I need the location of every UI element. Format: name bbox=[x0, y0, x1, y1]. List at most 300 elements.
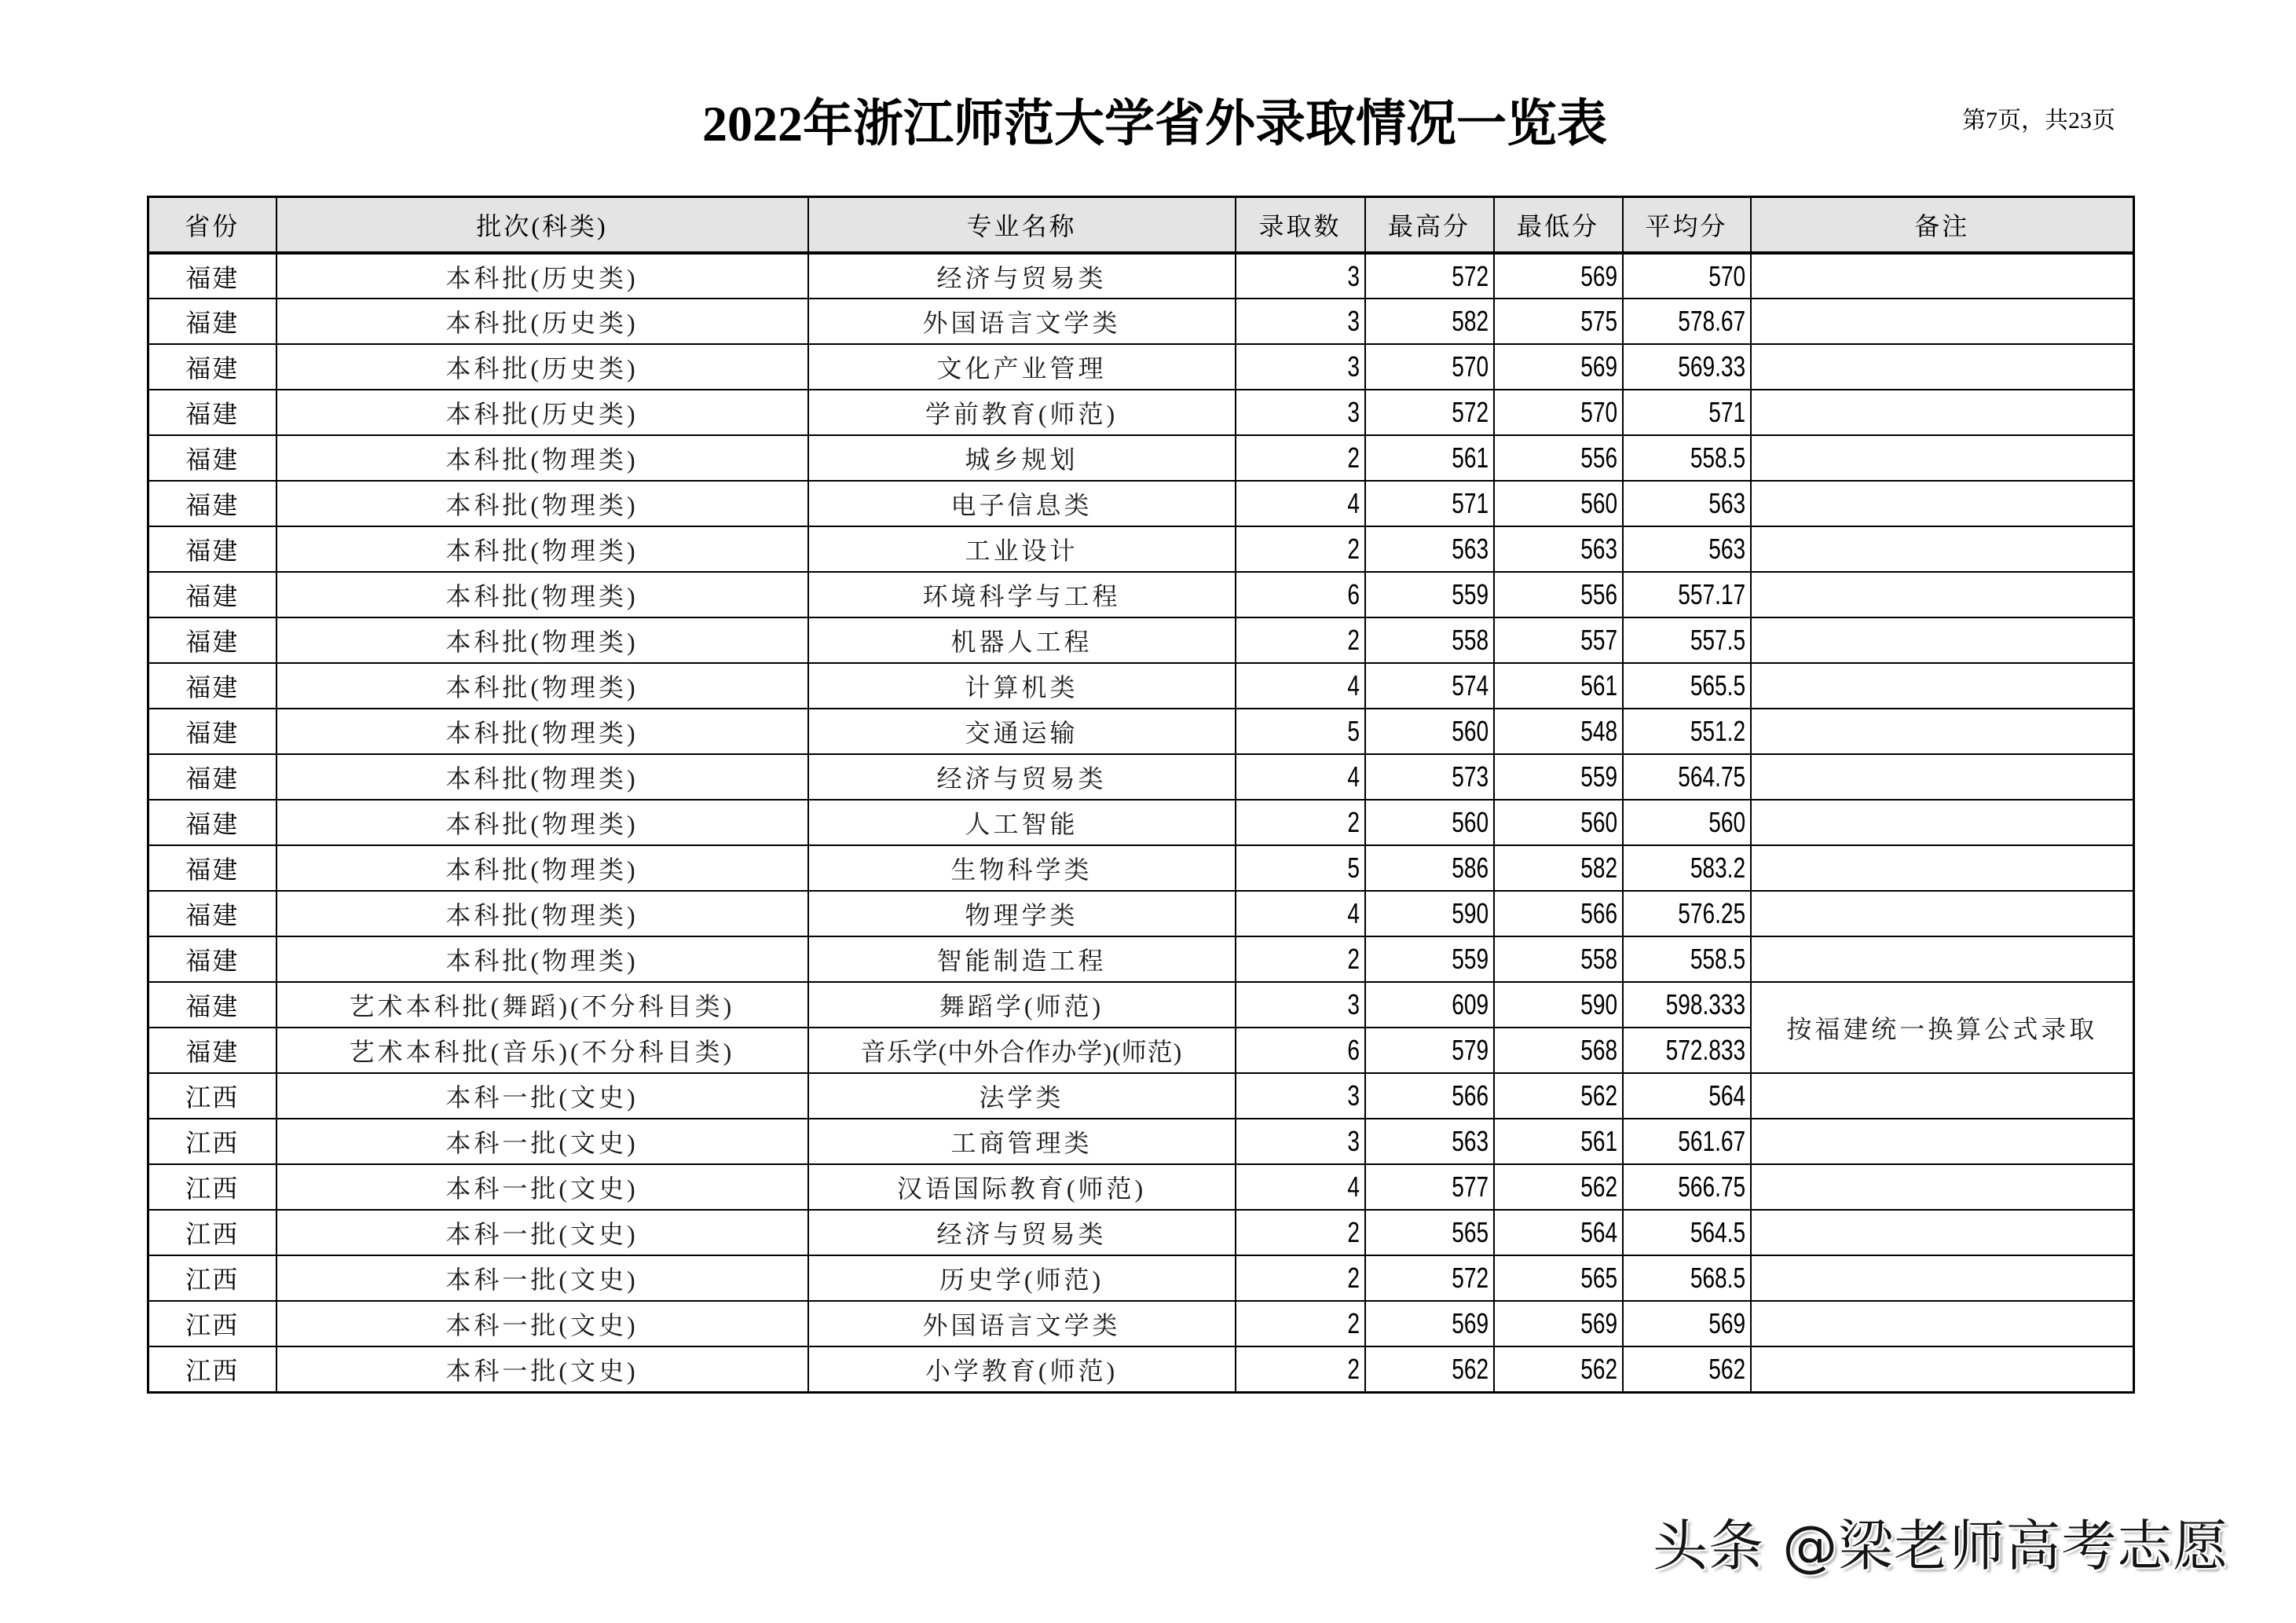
avg-score-cell bbox=[1623, 435, 1751, 481]
min-score-cell bbox=[1494, 617, 1623, 663]
table-row bbox=[148, 754, 2134, 800]
admitted-count-value: 2 bbox=[1347, 943, 1360, 975]
max-score-value: 559 bbox=[1452, 943, 1489, 975]
avg-score-value: 571 bbox=[1708, 396, 1746, 428]
note-cell bbox=[1751, 617, 2134, 663]
watermark: 头条 @梁老师高考志愿 bbox=[1653, 1514, 2229, 1578]
min-score-value: 561 bbox=[1580, 669, 1618, 702]
province-cell: 江西 bbox=[148, 1346, 276, 1392]
max-score-value: 573 bbox=[1452, 760, 1489, 793]
admitted-count-value: 2 bbox=[1347, 1352, 1360, 1385]
min-score-cell bbox=[1494, 845, 1623, 891]
min-score-value: 563 bbox=[1580, 533, 1618, 565]
max-score-cell bbox=[1365, 299, 1494, 344]
max-score-value: 572 bbox=[1452, 396, 1489, 428]
admitted-count-cell bbox=[1236, 1301, 1365, 1346]
avg-score-value: 557.17 bbox=[1678, 578, 1746, 610]
avg-score-value: 558.5 bbox=[1690, 441, 1746, 474]
admitted-count-value: 2 bbox=[1347, 1262, 1360, 1294]
note-cell bbox=[1751, 572, 2134, 617]
major-cell: 工商管理类 bbox=[808, 1119, 1236, 1164]
max-score-value: 560 bbox=[1452, 715, 1489, 747]
major-cell: 环境科学与工程 bbox=[808, 572, 1236, 617]
province-cell: 福建 bbox=[148, 526, 276, 572]
merged-note-cell: 按福建统一换算公式录取 bbox=[1751, 982, 2134, 1073]
admitted-count-value: 6 bbox=[1347, 578, 1360, 610]
avg-score-cell bbox=[1623, 526, 1751, 572]
avg-score-value: 570 bbox=[1708, 259, 1746, 292]
table-row bbox=[148, 1073, 2134, 1119]
min-score-value: 561 bbox=[1580, 1125, 1618, 1157]
min-score-value: 560 bbox=[1580, 806, 1618, 838]
min-score-cell bbox=[1494, 982, 1623, 1028]
min-score-value: 548 bbox=[1580, 715, 1618, 747]
max-score-cell bbox=[1365, 936, 1494, 982]
min-score-cell bbox=[1494, 1164, 1623, 1210]
min-score-cell bbox=[1494, 253, 1623, 299]
admitted-count-value: 2 bbox=[1347, 441, 1360, 474]
avg-score-value: 561.67 bbox=[1678, 1125, 1746, 1157]
avg-score-cell bbox=[1623, 982, 1751, 1028]
header-note: 备注 bbox=[1751, 197, 2134, 254]
avg-score-cell bbox=[1623, 1255, 1751, 1301]
batch-cell: 本科批(历史类) bbox=[276, 299, 808, 344]
avg-score-cell bbox=[1623, 1301, 1751, 1346]
avg-score-value: 572.833 bbox=[1665, 1034, 1746, 1066]
major-cell: 人工智能 bbox=[808, 800, 1236, 845]
min-score-cell bbox=[1494, 1119, 1623, 1164]
province-cell: 福建 bbox=[148, 936, 276, 982]
major-cell: 舞蹈学(师范) bbox=[808, 982, 1236, 1028]
max-score-cell bbox=[1365, 572, 1494, 617]
admitted-count-cell bbox=[1236, 572, 1365, 617]
avg-score-cell bbox=[1623, 800, 1751, 845]
batch-cell: 艺术本科批(音乐)(不分科目类) bbox=[276, 1028, 808, 1073]
table-row bbox=[148, 982, 2134, 1028]
admitted-count-value: 3 bbox=[1347, 259, 1360, 292]
min-score-value: 556 bbox=[1580, 578, 1618, 610]
province-cell: 福建 bbox=[148, 754, 276, 800]
table-row bbox=[148, 572, 2134, 617]
avg-score-value: 551.2 bbox=[1690, 715, 1746, 747]
batch-cell: 本科批(物理类) bbox=[276, 663, 808, 709]
note-cell bbox=[1751, 663, 2134, 709]
major-cell: 经济与贸易类 bbox=[808, 1210, 1236, 1255]
admitted-count-cell bbox=[1236, 1028, 1365, 1073]
min-score-cell bbox=[1494, 1301, 1623, 1346]
avg-score-cell bbox=[1623, 663, 1751, 709]
note-cell bbox=[1751, 1346, 2134, 1392]
header-admitted-count: 录取数 bbox=[1236, 197, 1365, 254]
major-cell: 外国语言文学类 bbox=[808, 1301, 1236, 1346]
max-score-value: 571 bbox=[1452, 487, 1489, 519]
max-score-cell bbox=[1365, 1346, 1494, 1392]
table-row bbox=[148, 435, 2134, 481]
max-score-value: 572 bbox=[1452, 1262, 1489, 1294]
note-cell bbox=[1751, 1210, 2134, 1255]
min-score-cell bbox=[1494, 390, 1623, 435]
table-row bbox=[148, 299, 2134, 344]
page-indicator: 第7页，共23页 bbox=[1962, 108, 2115, 134]
admitted-count-value: 3 bbox=[1347, 1079, 1360, 1112]
note-cell bbox=[1751, 845, 2134, 891]
admitted-count-cell bbox=[1236, 891, 1365, 936]
min-score-value: 558 bbox=[1580, 943, 1618, 975]
min-score-value: 569 bbox=[1580, 259, 1618, 292]
batch-cell: 本科一批(文史) bbox=[276, 1301, 808, 1346]
batch-cell: 本科批(历史类) bbox=[276, 344, 808, 390]
header-max-score: 最高分 bbox=[1365, 197, 1494, 254]
admitted-count-value: 6 bbox=[1347, 1034, 1360, 1066]
max-score-cell bbox=[1365, 344, 1494, 390]
admitted-count-cell bbox=[1236, 1073, 1365, 1119]
province-cell: 福建 bbox=[148, 1028, 276, 1073]
max-score-value: 590 bbox=[1452, 897, 1489, 929]
province-cell: 福建 bbox=[148, 845, 276, 891]
min-score-cell bbox=[1494, 1346, 1623, 1392]
avg-score-value: 583.2 bbox=[1690, 852, 1746, 884]
major-cell: 电子信息类 bbox=[808, 481, 1236, 526]
avg-score-cell bbox=[1623, 936, 1751, 982]
max-score-value: 582 bbox=[1452, 305, 1489, 337]
batch-cell: 本科批(物理类) bbox=[276, 617, 808, 663]
avg-score-cell bbox=[1623, 1028, 1751, 1073]
min-score-value: 590 bbox=[1580, 988, 1618, 1020]
table-row bbox=[148, 663, 2134, 709]
admitted-count-value: 2 bbox=[1347, 533, 1360, 565]
province-cell: 福建 bbox=[148, 709, 276, 754]
avg-score-value: 563 bbox=[1708, 533, 1746, 565]
major-cell: 经济与贸易类 bbox=[808, 253, 1236, 299]
min-score-value: 562 bbox=[1580, 1352, 1618, 1385]
major-cell: 经济与贸易类 bbox=[808, 754, 1236, 800]
max-score-value: 566 bbox=[1452, 1079, 1489, 1112]
max-score-cell bbox=[1365, 709, 1494, 754]
avg-score-cell bbox=[1623, 253, 1751, 299]
major-cell: 智能制造工程 bbox=[808, 936, 1236, 982]
min-score-value: 560 bbox=[1580, 487, 1618, 519]
note-cell bbox=[1751, 936, 2134, 982]
admitted-count-value: 3 bbox=[1347, 305, 1360, 337]
avg-score-cell bbox=[1623, 572, 1751, 617]
avg-score-cell bbox=[1623, 481, 1751, 526]
major-cell: 文化产业管理 bbox=[808, 344, 1236, 390]
avg-score-cell bbox=[1623, 390, 1751, 435]
batch-cell: 本科一批(文史) bbox=[276, 1073, 808, 1119]
min-score-value: 569 bbox=[1580, 1307, 1618, 1339]
admitted-count-cell bbox=[1236, 526, 1365, 572]
avg-score-value: 563 bbox=[1708, 487, 1746, 519]
min-score-value: 559 bbox=[1580, 760, 1618, 793]
batch-cell: 本科批(历史类) bbox=[276, 390, 808, 435]
max-score-cell bbox=[1365, 253, 1494, 299]
max-score-cell bbox=[1365, 1164, 1494, 1210]
max-score-cell bbox=[1365, 481, 1494, 526]
avg-score-cell bbox=[1623, 709, 1751, 754]
batch-cell: 本科批(物理类) bbox=[276, 526, 808, 572]
major-cell: 物理学类 bbox=[808, 891, 1236, 936]
max-score-value: 570 bbox=[1452, 350, 1489, 383]
min-score-cell bbox=[1494, 754, 1623, 800]
province-cell: 福建 bbox=[148, 982, 276, 1028]
max-score-cell bbox=[1365, 526, 1494, 572]
major-cell: 交通运输 bbox=[808, 709, 1236, 754]
batch-cell: 本科批(物理类) bbox=[276, 800, 808, 845]
table-row bbox=[148, 253, 2134, 299]
major-cell: 历史学(师范) bbox=[808, 1255, 1236, 1301]
province-cell: 福建 bbox=[148, 800, 276, 845]
min-score-cell bbox=[1494, 1028, 1623, 1073]
admitted-count-value: 4 bbox=[1347, 669, 1360, 702]
admitted-count-cell bbox=[1236, 1255, 1365, 1301]
min-score-cell bbox=[1494, 1210, 1623, 1255]
table-row bbox=[148, 481, 2134, 526]
min-score-cell bbox=[1494, 1255, 1623, 1301]
major-cell: 工业设计 bbox=[808, 526, 1236, 572]
table-row bbox=[148, 1301, 2134, 1346]
min-score-cell bbox=[1494, 936, 1623, 982]
admitted-count-value: 3 bbox=[1347, 396, 1360, 428]
admitted-count-cell bbox=[1236, 845, 1365, 891]
batch-cell: 本科一批(文史) bbox=[276, 1210, 808, 1255]
max-score-value: 572 bbox=[1452, 259, 1489, 292]
province-cell: 福建 bbox=[148, 663, 276, 709]
admitted-count-value: 2 bbox=[1347, 806, 1360, 838]
avg-score-cell bbox=[1623, 617, 1751, 663]
max-score-cell bbox=[1365, 1073, 1494, 1119]
batch-cell: 本科一批(文史) bbox=[276, 1164, 808, 1210]
max-score-value: 563 bbox=[1452, 1125, 1489, 1157]
major-cell: 法学类 bbox=[808, 1073, 1236, 1119]
admitted-count-cell bbox=[1236, 299, 1365, 344]
admitted-count-cell bbox=[1236, 390, 1365, 435]
admitted-count-cell bbox=[1236, 709, 1365, 754]
max-score-cell bbox=[1365, 617, 1494, 663]
admitted-count-value: 3 bbox=[1347, 988, 1360, 1020]
admitted-count-value: 3 bbox=[1347, 350, 1360, 383]
note-cell bbox=[1751, 435, 2134, 481]
admissions-table bbox=[147, 196, 2135, 1394]
table-row bbox=[148, 1210, 2134, 1255]
avg-score-value: 564.75 bbox=[1678, 760, 1746, 793]
province-cell: 福建 bbox=[148, 572, 276, 617]
avg-score-cell bbox=[1623, 845, 1751, 891]
note-cell bbox=[1751, 253, 2134, 299]
batch-cell: 本科批(历史类) bbox=[276, 253, 808, 299]
header-min-score: 最低分 bbox=[1494, 197, 1623, 254]
avg-score-value: 568.5 bbox=[1690, 1262, 1746, 1294]
document-title: 2022年浙江师范大学省外录取情况一览表 bbox=[702, 96, 1607, 152]
admitted-count-value: 4 bbox=[1347, 487, 1360, 519]
admitted-count-value: 2 bbox=[1347, 1216, 1360, 1248]
min-score-cell bbox=[1494, 435, 1623, 481]
batch-cell: 艺术本科批(舞蹈)(不分科目类) bbox=[276, 982, 808, 1028]
max-score-cell bbox=[1365, 663, 1494, 709]
province-cell: 江西 bbox=[148, 1210, 276, 1255]
admitted-count-cell bbox=[1236, 1210, 1365, 1255]
min-score-cell bbox=[1494, 891, 1623, 936]
table-row bbox=[148, 1119, 2134, 1164]
admitted-count-value: 4 bbox=[1347, 897, 1360, 929]
max-score-value: 565 bbox=[1452, 1216, 1489, 1248]
batch-cell: 本科批(物理类) bbox=[276, 435, 808, 481]
admitted-count-cell bbox=[1236, 253, 1365, 299]
avg-score-value: 564 bbox=[1708, 1079, 1746, 1112]
min-score-value: 556 bbox=[1580, 441, 1618, 474]
table-row bbox=[148, 344, 2134, 390]
min-score-value: 566 bbox=[1580, 897, 1618, 929]
max-score-cell bbox=[1365, 1119, 1494, 1164]
batch-cell: 本科一批(文史) bbox=[276, 1119, 808, 1164]
province-cell: 福建 bbox=[148, 481, 276, 526]
min-score-value: 568 bbox=[1580, 1034, 1618, 1066]
max-score-value: 559 bbox=[1452, 578, 1489, 610]
min-score-value: 557 bbox=[1580, 624, 1618, 656]
max-score-value: 563 bbox=[1452, 533, 1489, 565]
avg-score-value: 560 bbox=[1708, 806, 1746, 838]
max-score-cell bbox=[1365, 1255, 1494, 1301]
province-cell: 福建 bbox=[148, 253, 276, 299]
note-cell bbox=[1751, 800, 2134, 845]
min-score-cell bbox=[1494, 572, 1623, 617]
admitted-count-cell bbox=[1236, 1346, 1365, 1392]
note-cell bbox=[1751, 1164, 2134, 1210]
avg-score-value: 562 bbox=[1708, 1352, 1746, 1385]
note-cell bbox=[1751, 526, 2134, 572]
province-cell: 江西 bbox=[148, 1073, 276, 1119]
max-score-value: 569 bbox=[1452, 1307, 1489, 1339]
table-row bbox=[148, 709, 2134, 754]
major-cell: 汉语国际教育(师范) bbox=[808, 1164, 1236, 1210]
min-score-value: 564 bbox=[1580, 1216, 1618, 1248]
table-row bbox=[148, 1164, 2134, 1210]
avg-score-cell bbox=[1623, 1119, 1751, 1164]
major-cell: 小学教育(师范) bbox=[808, 1346, 1236, 1392]
avg-score-value: 565.5 bbox=[1690, 669, 1746, 702]
admitted-count-cell bbox=[1236, 1119, 1365, 1164]
avg-score-value: 569.33 bbox=[1678, 350, 1746, 383]
admitted-count-value: 2 bbox=[1347, 1307, 1360, 1339]
note-cell bbox=[1751, 299, 2134, 344]
province-cell: 福建 bbox=[148, 344, 276, 390]
max-score-value: 558 bbox=[1452, 624, 1489, 656]
avg-score-value: 557.5 bbox=[1690, 624, 1746, 656]
major-cell: 外国语言文学类 bbox=[808, 299, 1236, 344]
max-score-value: 561 bbox=[1452, 441, 1489, 474]
admitted-count-cell bbox=[1236, 344, 1365, 390]
major-cell: 城乡规划 bbox=[808, 435, 1236, 481]
note-cell bbox=[1751, 344, 2134, 390]
min-score-cell bbox=[1494, 709, 1623, 754]
min-score-value: 575 bbox=[1580, 305, 1618, 337]
province-cell: 江西 bbox=[148, 1255, 276, 1301]
max-score-cell bbox=[1365, 800, 1494, 845]
table-row bbox=[148, 617, 2134, 663]
avg-score-value: 576.25 bbox=[1678, 897, 1746, 929]
avg-score-cell bbox=[1623, 1073, 1751, 1119]
admitted-count-cell bbox=[1236, 617, 1365, 663]
batch-cell: 本科批(物理类) bbox=[276, 481, 808, 526]
province-cell: 福建 bbox=[148, 617, 276, 663]
table-header bbox=[148, 197, 2134, 254]
batch-cell: 本科批(物理类) bbox=[276, 709, 808, 754]
table-row bbox=[148, 1346, 2134, 1392]
header-batch: 批次(科类) bbox=[276, 197, 808, 254]
max-score-value: 577 bbox=[1452, 1171, 1489, 1203]
note-cell bbox=[1751, 891, 2134, 936]
table-row bbox=[148, 936, 2134, 982]
table-row bbox=[148, 845, 2134, 891]
admitted-count-value: 5 bbox=[1347, 852, 1360, 884]
avg-score-cell bbox=[1623, 344, 1751, 390]
max-score-cell bbox=[1365, 1028, 1494, 1073]
table-row bbox=[148, 1255, 2134, 1301]
avg-score-value: 564.5 bbox=[1690, 1216, 1746, 1248]
avg-score-cell bbox=[1623, 1346, 1751, 1392]
admitted-count-cell bbox=[1236, 800, 1365, 845]
min-score-value: 569 bbox=[1580, 350, 1618, 383]
avg-score-value: 569 bbox=[1708, 1307, 1746, 1339]
max-score-value: 579 bbox=[1452, 1034, 1489, 1066]
min-score-cell bbox=[1494, 481, 1623, 526]
avg-score-cell bbox=[1623, 299, 1751, 344]
province-cell: 福建 bbox=[148, 891, 276, 936]
admitted-count-value: 5 bbox=[1347, 715, 1360, 747]
note-cell bbox=[1751, 481, 2134, 526]
table-row bbox=[148, 390, 2134, 435]
note-cell bbox=[1751, 1301, 2134, 1346]
min-score-cell bbox=[1494, 663, 1623, 709]
min-score-cell bbox=[1494, 526, 1623, 572]
max-score-cell bbox=[1365, 891, 1494, 936]
header-major: 专业名称 bbox=[808, 197, 1236, 254]
batch-cell: 本科一批(文史) bbox=[276, 1346, 808, 1392]
note-cell bbox=[1751, 1073, 2134, 1119]
table-row bbox=[148, 800, 2134, 845]
admitted-count-cell bbox=[1236, 1164, 1365, 1210]
batch-cell: 本科批(物理类) bbox=[276, 754, 808, 800]
min-score-cell bbox=[1494, 800, 1623, 845]
avg-score-value: 558.5 bbox=[1690, 943, 1746, 975]
avg-score-cell bbox=[1623, 891, 1751, 936]
max-score-cell bbox=[1365, 390, 1494, 435]
admitted-count-value: 2 bbox=[1347, 624, 1360, 656]
max-score-value: 586 bbox=[1452, 852, 1489, 884]
min-score-value: 562 bbox=[1580, 1171, 1618, 1203]
province-cell: 福建 bbox=[148, 435, 276, 481]
min-score-value: 562 bbox=[1580, 1079, 1618, 1112]
major-cell: 生物科学类 bbox=[808, 845, 1236, 891]
batch-cell: 本科批(物理类) bbox=[276, 936, 808, 982]
table-row bbox=[148, 526, 2134, 572]
avg-score-value: 566.75 bbox=[1678, 1171, 1746, 1203]
province-cell: 江西 bbox=[148, 1119, 276, 1164]
batch-cell: 本科批(物理类) bbox=[276, 845, 808, 891]
min-score-cell bbox=[1494, 344, 1623, 390]
note-cell bbox=[1751, 754, 2134, 800]
admitted-count-cell bbox=[1236, 754, 1365, 800]
avg-score-cell bbox=[1623, 1164, 1751, 1210]
min-score-value: 582 bbox=[1580, 852, 1618, 884]
admitted-count-cell bbox=[1236, 663, 1365, 709]
admitted-count-value: 4 bbox=[1347, 760, 1360, 793]
avg-score-value: 578.67 bbox=[1678, 305, 1746, 337]
max-score-cell bbox=[1365, 435, 1494, 481]
max-score-value: 560 bbox=[1452, 806, 1489, 838]
max-score-cell bbox=[1365, 845, 1494, 891]
admitted-count-value: 3 bbox=[1347, 1125, 1360, 1157]
major-cell: 音乐学(中外合作办学)(师范) bbox=[808, 1028, 1236, 1073]
